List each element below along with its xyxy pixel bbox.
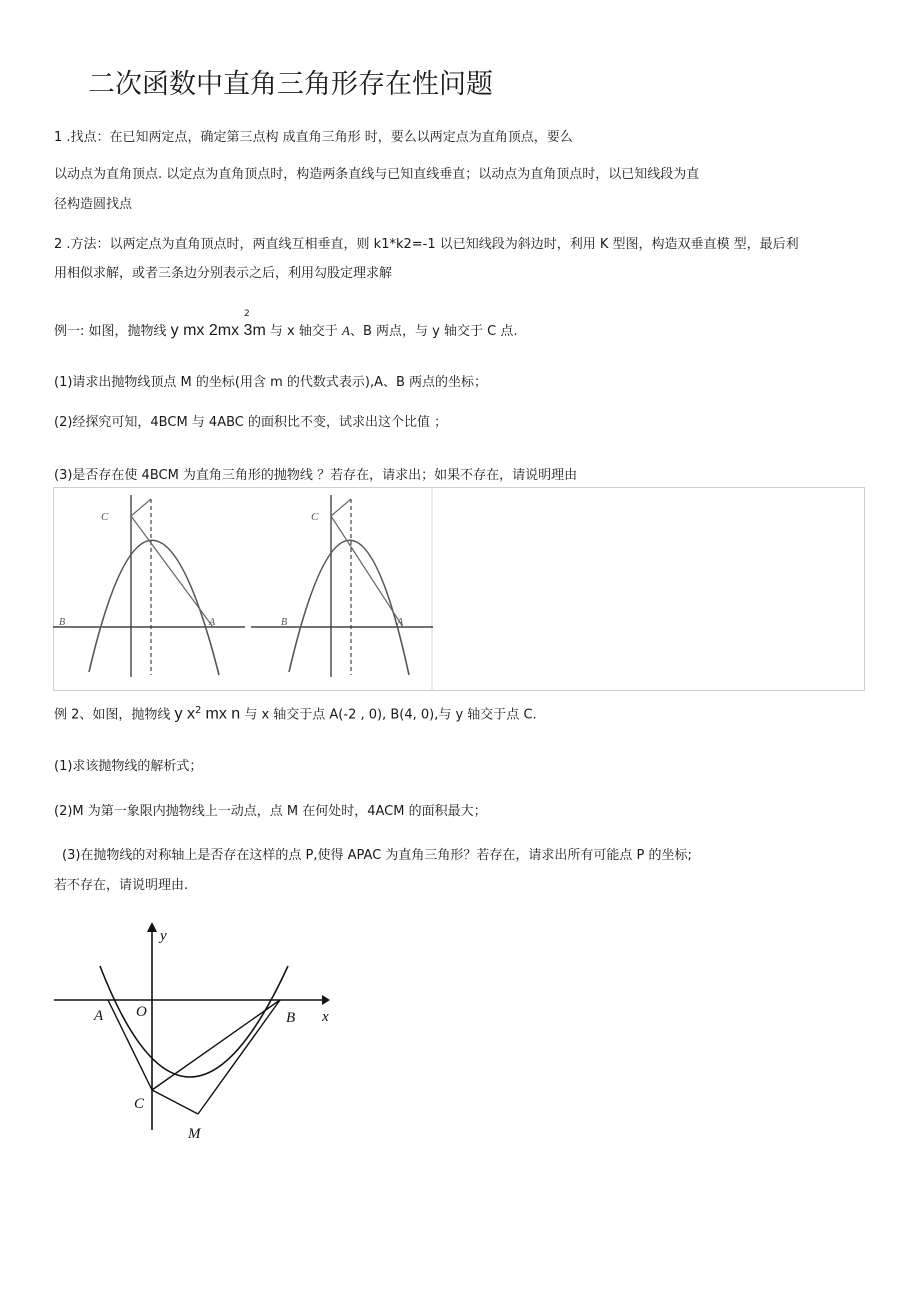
- example-2-question-3-line-2: 若不存在，请说明理由.: [54, 878, 189, 893]
- figure-frame: [54, 488, 865, 691]
- method-find-point-line-2: 以动点为直角顶点. 以定点为直角顶点时，构造两条直线与已知直线垂直；以动点为直角顶点时，以已知线段为直: [54, 167, 700, 182]
- example-1-question-1: (1)请求出抛物线顶点 M 的坐标(用含 m 的代数式表示),A、B 两点的坐标；: [54, 375, 488, 390]
- example-2-statement: 例 2、如图，抛物线 y $x^2$ mx n 与 x 轴交于点 A(-2 , 0), B(4, 0),与 y 轴交于点 C.: [54, 705, 537, 723]
- label-o: O: [136, 1004, 147, 1020]
- label-b: B: [59, 617, 66, 628]
- label-c: C: [134, 1096, 145, 1112]
- x-axis-arrow-icon: [322, 995, 330, 1005]
- label-c: C: [101, 511, 109, 523]
- example-1-question-2: (2)经探究可知，4BCM 与 4ABC 的面积比不变，试求出这个比值 ；: [54, 415, 448, 430]
- example-1-formula: y mx 2mx 3m: [170, 322, 266, 339]
- y-axis-arrow-icon: [147, 922, 157, 932]
- label-a: A: [209, 617, 216, 628]
- label-a: A: [94, 1008, 104, 1024]
- label-x: x: [322, 1009, 329, 1025]
- label-m: M: [188, 1126, 201, 1142]
- segment-cm: [331, 499, 351, 516]
- example-2-question-1: (1)求该抛物线的解析式；: [54, 759, 203, 774]
- left-graph: [53, 495, 245, 677]
- segment-cm: [152, 1090, 198, 1114]
- parabola: [89, 540, 219, 675]
- example-2-question-2: (2)M 为第一象限内抛物线上一动点，点 M 在何处时，4ACM 的面积最大；: [54, 804, 487, 819]
- example-2-exponent: 2: [195, 705, 202, 716]
- example-2-figure: [50, 918, 340, 1148]
- segment-cm: [131, 499, 151, 516]
- label-b: B: [281, 617, 288, 628]
- method-find-point-line-1: 1 .找点：在已知两定点，确定第三点构 成直角三角形 时，要么以两定点为直角顶点，要么: [54, 130, 573, 145]
- label-a: A: [397, 617, 404, 628]
- example-2-question-3-line-1: (3)在抛物线的对称轴上是否存在这样的点 P,使得 APAC 为直角三角形？若存在，请求出所有可能点 P 的坐标;: [62, 848, 692, 863]
- method-approach-line-1: 2 .方法：以两定点为直角顶点时，两直线互相垂直，则 k1*k2=-1 以已知线段为斜边时，利用 K 型图，构造双垂直模 型，最后利: [54, 237, 799, 252]
- example-2-formula-y: y x: [174, 705, 195, 723]
- method-find-point-line-3: 径构造圆找点: [54, 197, 133, 212]
- page-title: 二次函数中直角三角形存在性问题: [88, 69, 493, 100]
- example-2-formula-rest: mx n: [205, 705, 241, 723]
- example-1-question-3: (3)是否存在使 4BCM 为直角三角形的抛物线 ？若存在，请求出；如果不存在，请说明理由: [54, 468, 578, 483]
- right-graph: [251, 495, 433, 677]
- label-c: C: [311, 511, 319, 523]
- label-y: y: [160, 928, 167, 944]
- example-1-statement: 例一: 如图，抛物线 y mx 2mx 3m 与 x 轴交于 A、B 两点，与 y 轴交于 C 点.: [54, 322, 518, 339]
- example-1-figure: [53, 487, 865, 691]
- segment-cb: [131, 516, 213, 627]
- label-b: B: [286, 1010, 296, 1026]
- segment-cb: [331, 516, 403, 627]
- segment-mb: [198, 1000, 280, 1114]
- segment-cb: [152, 1000, 280, 1090]
- method-approach-line-2: 用相似求解，或者三条边分别表示之后，利用勾股定理求解: [54, 266, 393, 281]
- example-1-exponent: 2: [244, 309, 250, 319]
